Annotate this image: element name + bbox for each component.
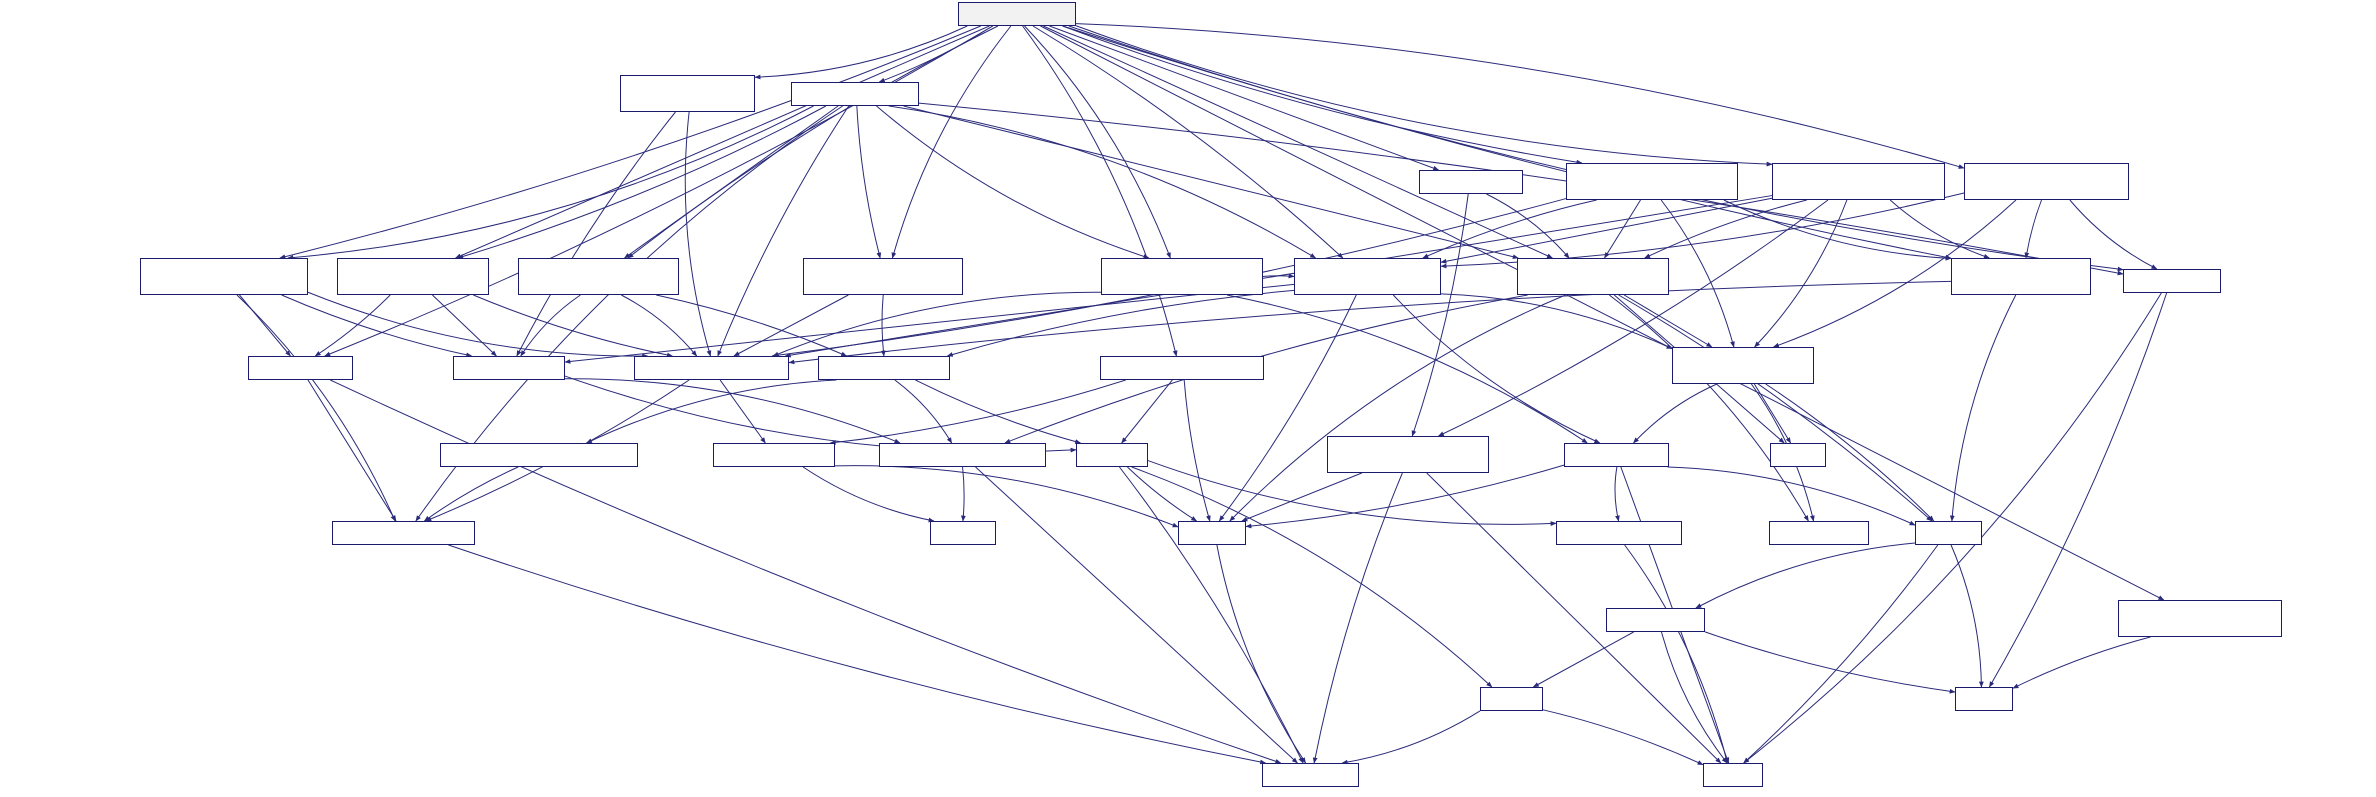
- graph-edge: [1033, 26, 1343, 258]
- graph-edge: [1423, 200, 1597, 258]
- graph-edge: [882, 295, 884, 356]
- graph-edge: [1486, 194, 1569, 258]
- graph-edge: [456, 26, 990, 258]
- graph-edge: [1127, 467, 1196, 521]
- graph-edge: [1219, 295, 1356, 521]
- graph-node-n33[interactable]: [1769, 521, 1869, 545]
- graph-edge: [1952, 295, 2016, 521]
- graph-edge: [1624, 295, 1712, 347]
- graph-edge: [621, 295, 696, 356]
- graph-edge: [915, 380, 1080, 443]
- graph-node-n16[interactable]: [248, 356, 353, 380]
- graph-edge: [685, 112, 710, 356]
- graph-edge: [237, 295, 395, 521]
- graph-edge: [330, 380, 1280, 763]
- graph-edge: [947, 290, 1294, 356]
- graph-edge: [1543, 710, 1703, 765]
- graph-edge: [1662, 632, 1728, 763]
- graph-edge: [282, 295, 472, 356]
- graph-node-n1[interactable]: [620, 75, 755, 112]
- graph-edge: [1755, 200, 1847, 347]
- graph-edge: [1625, 545, 1728, 763]
- graph-edge: [1696, 543, 1915, 608]
- graph-node-n39[interactable]: [1262, 763, 1359, 787]
- graph-edge: [424, 467, 518, 521]
- graph-edge: [625, 106, 839, 258]
- graph-edge: [1119, 467, 1303, 763]
- graph-edge: [1754, 384, 1790, 443]
- graph-edge: [432, 295, 496, 356]
- graph-edge: [1615, 467, 1619, 521]
- graph-node-n34[interactable]: [1915, 521, 1982, 545]
- graph-edge: [473, 295, 672, 356]
- graph-node-n18[interactable]: [634, 356, 789, 380]
- graph-node-n40[interactable]: [1703, 763, 1763, 787]
- graph-edge: [1122, 380, 1173, 443]
- graph-edge: [773, 292, 1101, 356]
- graph-edge: [280, 26, 981, 258]
- graph-edge: [1619, 295, 1932, 521]
- graph-edge: [1441, 193, 1964, 266]
- graph-edge: [1533, 632, 1633, 687]
- graph-node-n11[interactable]: [1101, 258, 1263, 295]
- graph-node-n35[interactable]: [2118, 600, 2282, 637]
- graph-node-n37[interactable]: [1480, 687, 1543, 711]
- graph-node-n26[interactable]: [1327, 436, 1489, 473]
- graph-node-n9[interactable]: [518, 258, 679, 295]
- graph-edge: [1439, 200, 1828, 436]
- graph-node-n31[interactable]: [1178, 521, 1246, 545]
- graph-edge: [830, 380, 1125, 443]
- graph-edge: [879, 26, 992, 82]
- graph-edge: [1246, 465, 1564, 526]
- graph-node-n2[interactable]: [791, 82, 919, 106]
- graph-edge: [1441, 198, 1772, 262]
- graph-edge: [1043, 26, 1552, 258]
- graph-node-n22[interactable]: [440, 443, 638, 467]
- graph-edge: [976, 467, 1298, 763]
- graph-node-n29[interactable]: [332, 521, 475, 545]
- graph-node-n10[interactable]: [803, 258, 963, 295]
- graph-edge: [734, 295, 848, 356]
- graph-edge: [1661, 200, 1734, 347]
- graph-node-n13[interactable]: [1517, 258, 1669, 295]
- graph-edge: [308, 380, 396, 521]
- graph-node-n23[interactable]: [713, 443, 835, 467]
- graph-node-n24[interactable]: [879, 443, 1046, 467]
- graph-edge: [288, 106, 814, 258]
- graph-node-n25[interactable]: [1076, 443, 1148, 467]
- graph-edge: [892, 26, 1010, 258]
- graph-edge: [565, 376, 1076, 452]
- graph-edge: [1263, 276, 1294, 277]
- graph-node-n36[interactable]: [1606, 608, 1705, 632]
- graph-edge: [718, 106, 849, 356]
- graph-edge: [1724, 200, 1951, 258]
- graph-edge: [239, 295, 290, 356]
- graph-node-n6[interactable]: [1964, 163, 2129, 200]
- graph-edge: [1609, 295, 1808, 521]
- graph-edge: [565, 379, 900, 443]
- graph-edge: [963, 467, 965, 521]
- graph-edge: [1076, 26, 1772, 165]
- graph-edge: [1227, 295, 1587, 443]
- graph-node-n0[interactable]: [958, 2, 1076, 26]
- graph-edge: [857, 106, 880, 258]
- graph-edge: [1412, 194, 1468, 436]
- graph-edge: [835, 466, 1178, 527]
- graph-node-n7[interactable]: [140, 258, 308, 295]
- graph-edge: [308, 292, 648, 356]
- graph-edge: [1230, 295, 1566, 521]
- graph-node-n38[interactable]: [1955, 687, 2013, 711]
- graph-node-n19[interactable]: [818, 356, 950, 380]
- graph-edge: [1025, 26, 1171, 258]
- graph-edge: [1668, 467, 1915, 525]
- graph-node-n4[interactable]: [1566, 163, 1738, 200]
- graph-node-n30[interactable]: [930, 521, 996, 545]
- graph-edge: [1184, 380, 1210, 521]
- graph-edge: [448, 545, 1265, 763]
- graph-edge: [1314, 473, 1402, 763]
- graph-edge: [1217, 545, 1306, 763]
- graph-edge: [458, 106, 826, 258]
- graph-edge: [1705, 632, 1955, 692]
- graph-edge: [1890, 200, 1989, 258]
- graph-edge: [587, 380, 837, 443]
- graph-edge: [1005, 295, 1528, 443]
- graph-edge: [720, 380, 765, 443]
- graph-edge: [1132, 467, 1492, 687]
- graph-edge: [877, 106, 1149, 258]
- graph-edge: [895, 380, 952, 443]
- graph-edge: [1951, 545, 1981, 687]
- graph-edge: [1049, 26, 1438, 170]
- graph-edge: [2013, 637, 2150, 688]
- graph-node-n20[interactable]: [1100, 356, 1264, 380]
- graph-edge: [656, 295, 846, 356]
- graph-node-n8[interactable]: [337, 258, 489, 295]
- graph-node-n12[interactable]: [1294, 258, 1441, 295]
- graph-edge: [1393, 295, 1599, 443]
- graph-edge: [1069, 26, 2123, 270]
- graph-edge: [1040, 26, 2163, 600]
- graph-edge: [565, 284, 1294, 362]
- graph-edge: [1645, 200, 1807, 258]
- graph-node-n5[interactable]: [1772, 163, 1945, 200]
- graph-edge: [889, 106, 1316, 258]
- graph-edge: [517, 112, 676, 356]
- graph-node-n15[interactable]: [2123, 269, 2221, 293]
- graph-node-n3[interactable]: [1419, 170, 1523, 194]
- graph-edge: [628, 26, 998, 258]
- graph-edge: [315, 295, 390, 356]
- graph-edge: [755, 26, 967, 77]
- graph-node-n28[interactable]: [1770, 443, 1826, 467]
- graph-edge: [1342, 711, 1480, 763]
- graph-edge: [1062, 26, 1581, 163]
- graph-node-n17[interactable]: [453, 356, 565, 380]
- graph-edge: [1063, 26, 1951, 258]
- graph-edge: [1744, 545, 1938, 763]
- graph-edge: [1604, 200, 1640, 258]
- graph-edge: [1441, 294, 1672, 349]
- graph-node-n14[interactable]: [1951, 258, 2091, 295]
- graph-node-n21[interactable]: [1672, 347, 1814, 384]
- graph-edge: [803, 467, 934, 521]
- graph-node-n27[interactable]: [1564, 443, 1669, 467]
- graph-edge: [1076, 24, 1964, 168]
- graph-edge: [521, 295, 581, 356]
- graph-edge: [1242, 473, 1362, 521]
- graph-edge: [2026, 200, 2042, 258]
- graph-edge: [1633, 384, 1716, 443]
- graph-node-n32[interactable]: [1556, 521, 1682, 545]
- graph-edge: [1023, 26, 1177, 356]
